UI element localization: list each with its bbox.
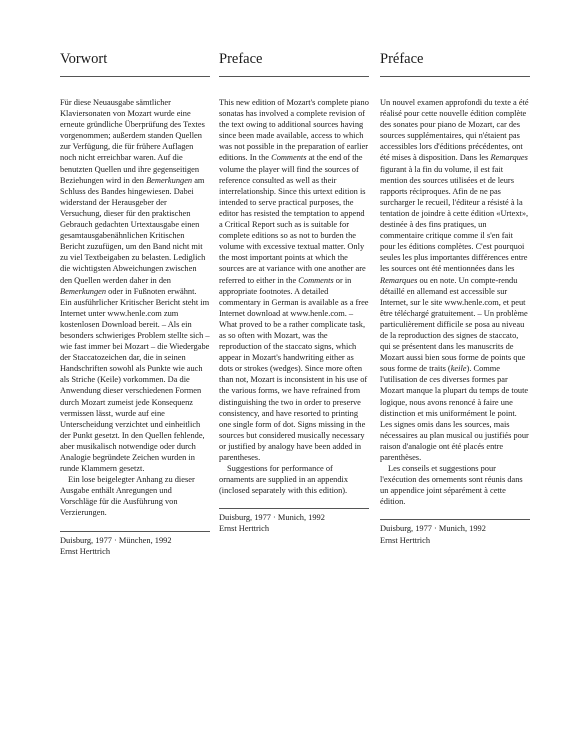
french-paragraph-2: Les conseils et suggestions pour l'exécution des ornements sont réunis dans un appendice joint séparément à cette édition. <box>380 464 523 507</box>
text-run: Für diese Neuausgabe sämtlicher Klaviersonaten von Mozart wurde eine erneute gründliche Überprüfung des Textes vorgenommen; außerdem standen Quellen zur Verfügung, die für frühere Auflagen noch nicht erreichbar waren. Auf die benutzten Quellen und ihre gegenseitigen Beziehungen wird in den <box>60 98 205 185</box>
german-paragraph-2: Ein lose beigelegter Anhang zu dieser Ausgabe enthält Anregungen und Vorschläge für die Ausführung von Verzierungen. <box>60 475 195 518</box>
text-run: am Schluss des Bandes hingewiesen. Dabei widerstand der Herausgeber der Versuchung, dieser für den praktischen Gebrauch gedachten Urtextausgabe einen gesamtausgabenähnlichen Kritischen Bericht zuzufügen, um den Band nicht mit zu viel Textbeigaben zu belasten. Lediglich die wichtigsten Abweichungen zwischen den Quellen werden daher in den <box>60 175 206 285</box>
text-run: This new edition of Mozart's complete piano sonatas has involved a complete revision of the text owing to additional sources having since been made available, access to which was not possible in the preparation of earlier editions. In the <box>219 98 369 163</box>
heading-rule <box>219 76 369 77</box>
heading-rule <box>380 76 530 77</box>
text-run: oder in Fußnoten erwähnt. Ein ausführlicher Kritischer Bericht steht im Internet unter www.henle.com zum kostenlosen Download bereit. – Als ein besonders schwieriges Problem stellte sich – wie fast immer bei Mozart – die Wiedergabe der Staccatozeichen dar, die in seinen Handschriften sowohl als Punkte wie auch als Striche (Keile) vorkommen. Da die Anwendung dieser verschiedenen Formen durch Mozart zumeist jede Konsequenz vermissen lässt, wurde auf eine Unterscheidung verzichtet und einheitlich der Punkt gesetzt. In den Quellen fehlende, aber musikalisch notwendige oder durch Analogie begründete Zeichen wurden in runde Klammern gesetzt. <box>60 286 210 474</box>
french-body <box>380 97 530 546</box>
italic-term: Bemerkungen <box>146 175 193 185</box>
french-author: Ernst Herttrich <box>380 535 431 545</box>
text-run: at the end of the volume the player will find the sources of reference consulted as well as their interrelationship. Since this urtext edition is intended to serve practical purposes, the editor has resisted the temptation to append a Critical Report such as is suitable for complete editions so as not to burden the volume with excessive textual matter. Only the most important points at which the sources are at variance with one another are referred to either in the <box>219 153 366 285</box>
english-author: Ernst Herttrich <box>219 524 270 534</box>
english-place-date: Duisburg, 1977 · Munich, 1992 <box>219 513 325 523</box>
heading-rule <box>60 76 210 77</box>
text-run: ). Comme l'utilisation de ces diverses formes par Mozart manque la plupart du temps de toute logique, nous avons renoncé à faire une distinction et mis uniformément le point. Les signes omis dans les sources, mais nécessaires au plan musical ou justifiés pour raison d'analogie ont été placés entre parenthèses. <box>380 364 529 462</box>
italic-term: keile <box>450 364 467 374</box>
french-paragraph-1 <box>380 97 530 463</box>
signature-rule <box>219 508 369 509</box>
heading-preface: Preface <box>219 51 263 67</box>
english-paragraph-2: Suggestions for performance of ornaments are supplied in an appendix (inclosed separately with this edition). <box>219 464 349 496</box>
german-place-date: Duisburg, 1977 · München, 1992 <box>60 535 172 545</box>
signature-rule <box>60 531 210 532</box>
text-run: Un nouvel examen approfondi du texte a été réalisé pour cette nouvelle édition complète des sonates pour piano de Mozart, car des sources supplémentaires, qui n'étaient pas accessibles lors d'éditions précédentes, ont été mises à disposition. Dans les <box>380 98 529 163</box>
italic-term: Comments <box>298 275 334 285</box>
signature-rule <box>380 519 530 520</box>
english-body <box>219 97 369 535</box>
italic-term: Bemerkungen <box>60 286 107 296</box>
italic-term: Remarques <box>380 275 418 285</box>
english-paragraph-1 <box>219 97 369 463</box>
german-author: Ernst Herttrich <box>60 546 111 556</box>
german-body <box>60 97 210 557</box>
german-paragraph-1 <box>60 97 210 474</box>
italic-term: Comments <box>271 153 307 163</box>
text-run: or in appropriate footnotes. A detailed commentary in German is available as a free Internet download at www.henle.com. – What proved to be a rather complicate task, as so often with Mozart, was the reproduction of the staccato signs, which appear in Mozart's handwriting either as dots or strokes (wedges). Since more often than not, Mozart is inconsistent in his use of the various forms, we have refrained from distinguishing the two in order to preserve consistency, and have resorted to printing one single form of dot. Signs missing in the sources but considered musically necessary or justified by analogy have been added in parentheses. <box>219 275 369 462</box>
text-run: figurant à la fin du volume, il est fait mention des sources utilisées et de leurs rapports réciproques. Afin de ne pas surcharger le recueil, l'éditeur a résisté à la tentation de joindre à cette édition «Urtext», destinée à des fins pratiques, un commentaire critique comme il s'en fait pour les éditions complètes. C'est pourquoi seules les plus importantes différences entre les sources ont été mentionnées dans les <box>380 164 529 274</box>
heading-preface-fr: Préface <box>380 51 424 67</box>
heading-vorwort: Vorwort <box>60 51 108 67</box>
italic-term: Remarques <box>490 153 528 163</box>
text-run: ou en note. Un compte-rendu détaillé en allemand est accessible sur Internet, sur le site www.henle.com, et peut être téléchargé gratuitement. – Un problème particulièrement difficile se posa au niveau de la reproduction des signes de staccato, qui se présentent dans les manuscrits de Mozart aussi bien sous forme de points que sous forme de traits ( <box>380 275 528 374</box>
french-place-date: Duisburg, 1977 · Munich, 1992 <box>380 524 486 534</box>
